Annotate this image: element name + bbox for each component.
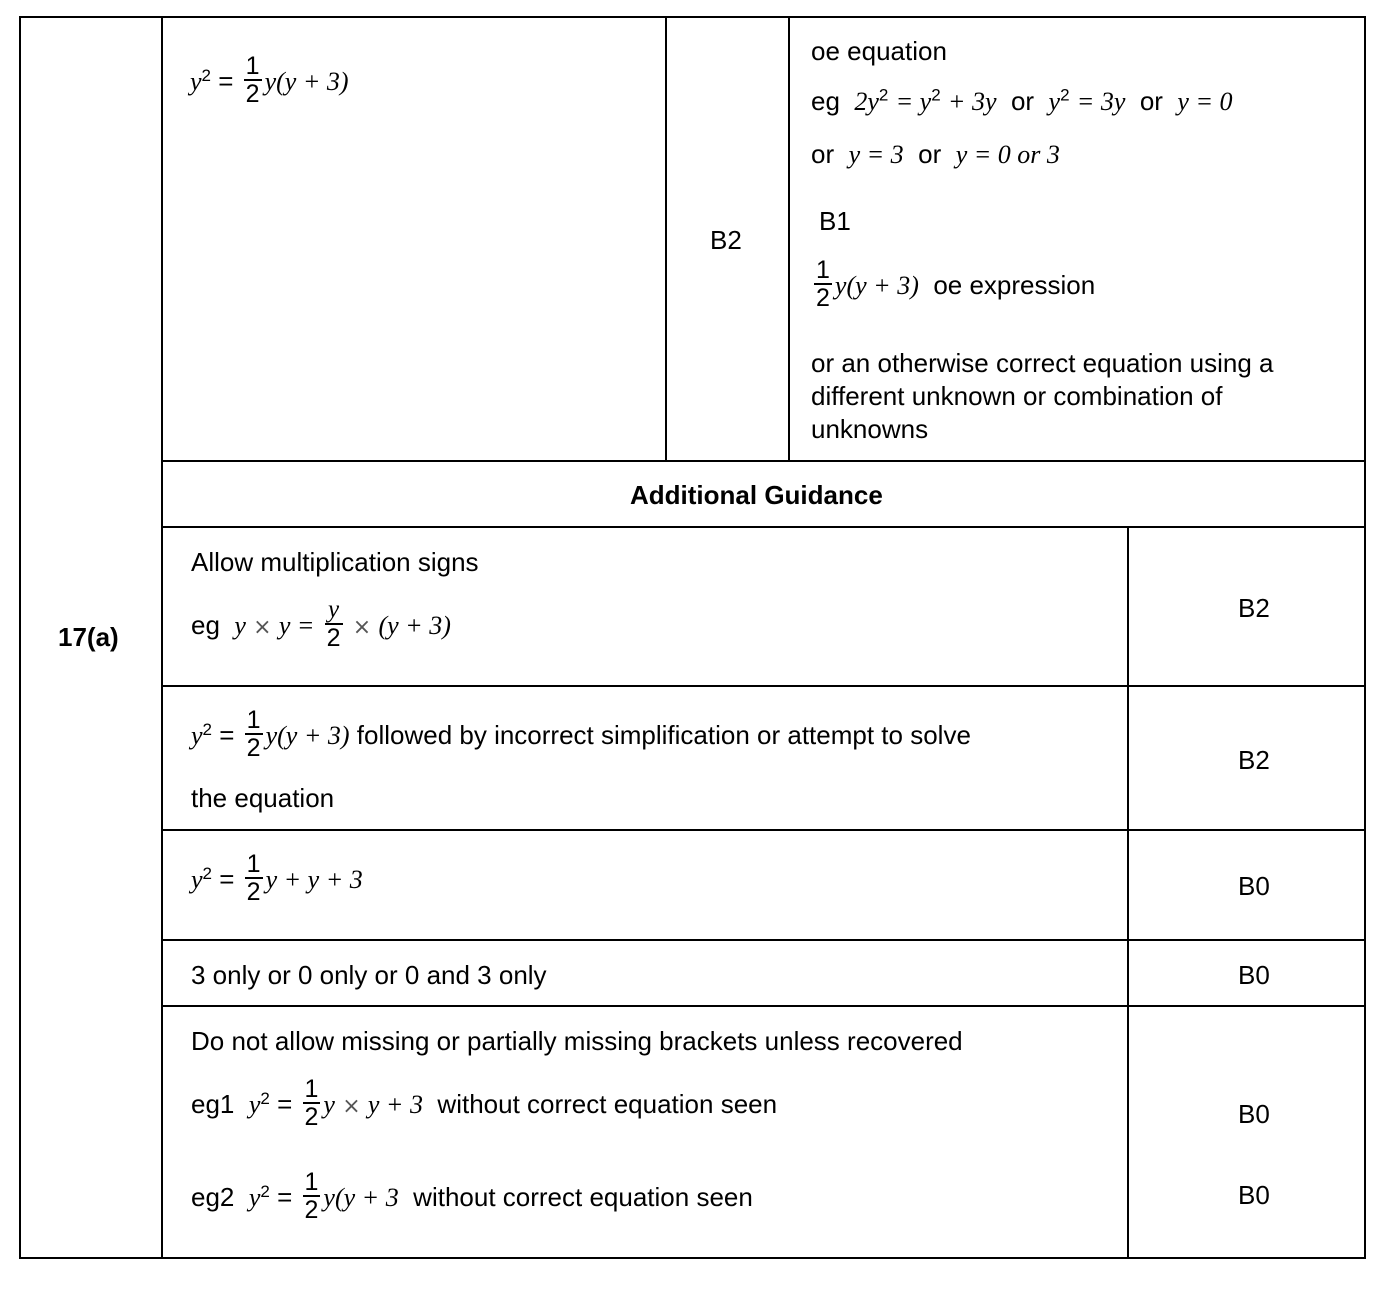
guidance-3-line: $y^2$ = $\frac{1}{2}$ y + y + 3 [191,850,363,907]
guidance-header: Additional Guidance [630,480,883,510]
table-border-left [19,16,21,1259]
guidance-1-mark: B2 [1238,593,1270,623]
answer-rhs: y(y + 3) [264,67,349,97]
comment-line-3: or y = 3 or y = 0 or 3 [811,139,1060,169]
answer-power: 2 [201,65,212,85]
comment-b1-or-2: different unknown or combination of [811,381,1223,411]
guidance-mark-divider [1127,526,1129,1259]
guidance-row-divider-2 [161,829,1366,831]
guidance-3-mark: B0 [1238,871,1270,901]
guidance-5-text: Do not allow missing or partially missing brackets unless recovered [191,1026,963,1056]
guidance-5-mark-2: B0 [1238,1180,1270,1210]
question-label: 17(a) [58,622,119,652]
question-column-divider [161,16,163,1259]
answer-equation [190,52,349,111]
comment-line-2: eg $2y^2 = y^2 + 3y$ or $y^2 = 3y$ or y = 0 [811,85,1233,116]
guidance-row-divider-3 [161,939,1366,941]
guidance-4-mark: B0 [1238,960,1270,990]
guidance-row-divider-1 [161,685,1366,687]
comment-b1-or-3: unknowns [811,414,929,444]
comment-line-1: oe equation [811,36,947,66]
mark-comment-divider [788,16,790,462]
answer-fraction: $\frac{1}{2}$ [245,52,260,109]
guidance-4-text: 3 only or 0 only or 0 and 3 only [191,960,547,990]
b1-fraction: $\frac{1}{2}$ [816,256,830,313]
guidance-header-bottom [161,526,1366,528]
table-border-top [19,16,1366,18]
comment-b1-or-1: or an otherwise correct equation using a [811,348,1274,378]
guidance-2-mark: B2 [1238,745,1270,775]
comment-b1-expression: $\frac{1}{2}$ y(y + 3) oe expression [816,256,1096,313]
guidance-1-example: eg y × y = $\frac{y}{2}$ × (y + 3) [191,596,451,653]
guidance-1-text: Allow multiplication signs [191,547,479,577]
guidance-header-top [161,460,1366,462]
answer-lhs: y [190,67,202,97]
comment-b1-label: B1 [819,206,851,236]
guidance-5-eg1: eg1 $y^2$ = $\frac{1}{2}$ y × y + 3 without correct equation seen [191,1075,778,1132]
guidance-5-eg2: eg2 $y^2$ = $\frac{1}{2}$ y(y + 3 without correct equation seen [191,1168,753,1225]
guidance-row-divider-4 [161,1005,1366,1007]
answer-mark: B2 [710,225,742,255]
guidance-3-fraction: $\frac{1}{2}$ [246,850,261,907]
guidance-2-fraction: $\frac{1}{2}$ [246,706,261,763]
table-border-bottom [19,1257,1366,1259]
answer-equals: = [218,66,234,97]
guidance-5-eg2-fraction: $\frac{1}{2}$ [304,1168,319,1225]
guidance-5-eg1-fraction: $\frac{1}{2}$ [304,1075,319,1132]
guidance-2-line-2: the equation [191,783,335,813]
guidance-2-line: $y^2$ = $\frac{1}{2}$ y(y + 3) followed by incorrect simplification or attempt to solve [191,706,971,763]
answer-mark-divider [665,16,667,462]
table-border-right [1364,16,1366,1259]
guidance-1-fraction: $\frac{y}{2}$ [326,596,341,653]
guidance-5-mark-1: B0 [1238,1099,1270,1129]
